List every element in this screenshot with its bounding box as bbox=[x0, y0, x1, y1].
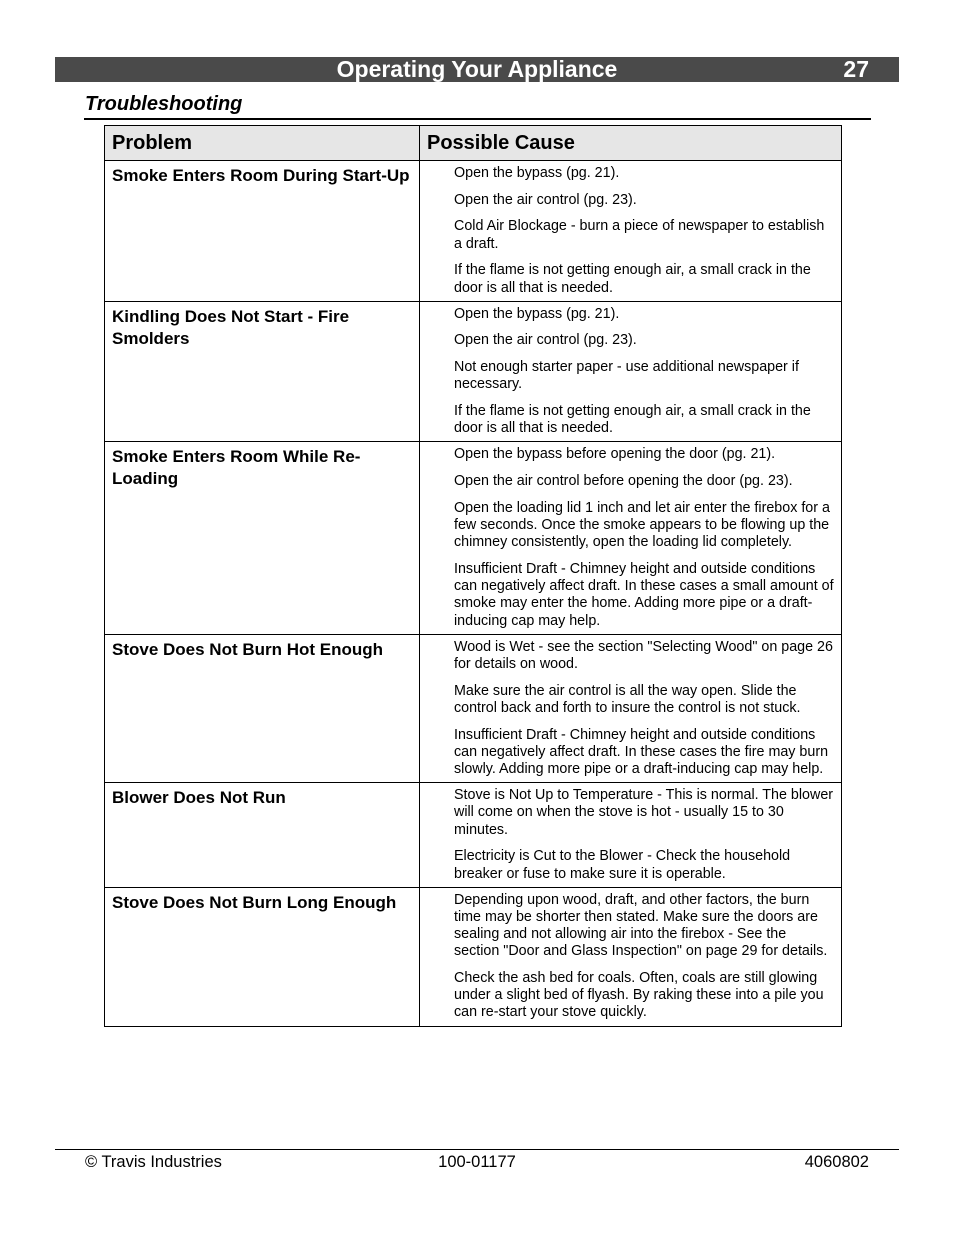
cause-item: If the flame is not getting enough air, a small crack in the door is all that is needed. bbox=[454, 403, 811, 437]
table-row bbox=[105, 442, 842, 634]
table-row bbox=[105, 161, 842, 302]
cause-item: Open the air control before opening the door (pg. 23). bbox=[454, 473, 793, 490]
cause-cell bbox=[420, 442, 842, 634]
troubleshooting-table bbox=[104, 125, 842, 1027]
cause-item: Stove is Not Up to Temperature - This is normal. The blower will come on when the stove is hot - usually 15 to 30 minutes. bbox=[454, 787, 834, 838]
cause-cell bbox=[420, 887, 842, 1026]
problem-cell: Smoke Enters Room During Start-Up bbox=[105, 161, 420, 302]
cause-item: Insufficient Draft - Chimney height and outside conditions can negatively affect draft. In these cases the fire may burn slowly. Adding more pipe or a draft-inducing cap may help. bbox=[454, 726, 829, 777]
footer-divider bbox=[55, 1149, 899, 1150]
cause-cell bbox=[420, 783, 842, 888]
cause-item: Wood is Wet - see the section "Selecting Wood" on page 26 for details on wood. bbox=[454, 638, 833, 672]
column-header-problem: Problem bbox=[105, 126, 420, 161]
cause-item: Open the air control (pg. 23). bbox=[454, 332, 637, 349]
page-header-bar bbox=[55, 57, 899, 82]
table-header-row bbox=[105, 126, 842, 161]
cause-item: If the flame is not getting enough air, a small crack in the door is all that is needed. bbox=[454, 262, 811, 296]
footer-copyright: © Travis Industries bbox=[85, 1153, 222, 1171]
cause-item: Insufficient Draft - Chimney height and outside conditions can negatively affect draft. In these cases a small amount of smoke may enter the home. Adding more pipe or a draft-inducing cap may help. bbox=[454, 560, 834, 629]
table-row bbox=[105, 634, 842, 782]
table-row bbox=[105, 887, 842, 1026]
page-number: 27 bbox=[843, 56, 869, 82]
cause-item: Electricity is Cut to the Blower - Check the household breaker or fuse to make sure it is operable. bbox=[454, 848, 791, 882]
cause-item: Cold Air Blockage - burn a piece of newspaper to establish a draft. bbox=[454, 218, 825, 252]
section-heading: Troubleshooting bbox=[85, 93, 243, 115]
problem-cell: Smoke Enters Room While Re-Loading bbox=[105, 442, 420, 634]
page-title: Operating Your Appliance bbox=[336, 56, 618, 82]
footer-document-number: 100-01177 bbox=[438, 1153, 516, 1171]
cause-item: Depending upon wood, draft, and other factors, the burn time may be shorter then stated. Make sure the doors are sealing and not allowing air into the firebox - See the section "Door and Glass Inspection" on page 29 for details. bbox=[454, 891, 828, 960]
cause-item: Open the bypass (pg. 21). bbox=[454, 305, 620, 322]
cause-item: Open the bypass before opening the door (pg. 21). bbox=[454, 446, 776, 463]
problem-cell: Stove Does Not Burn Long Enough bbox=[105, 887, 420, 1026]
cause-item: Open the bypass (pg. 21). bbox=[454, 165, 620, 181]
table-row bbox=[105, 301, 842, 442]
problem-cell: Stove Does Not Burn Hot Enough bbox=[105, 634, 420, 782]
table-row bbox=[105, 783, 842, 888]
cause-cell bbox=[420, 634, 842, 782]
cause-cell bbox=[420, 161, 842, 302]
cause-item: Not enough starter paper - use additional newspaper if necessary. bbox=[454, 359, 799, 393]
cause-item: Make sure the air control is all the way open. Slide the control back and forth to insure the control is not stuck. bbox=[454, 682, 801, 716]
footer-code: 4060802 bbox=[804, 1153, 869, 1171]
cause-cell bbox=[420, 301, 842, 442]
problem-cell: Blower Does Not Run bbox=[105, 783, 420, 888]
cause-item: Open the loading lid 1 inch and let air enter the firebox for a few seconds. Once the smoke appears to be flowing up the chimney consistently, open the loading lid completely. bbox=[454, 499, 830, 551]
column-header-possible-cause: Possible Cause bbox=[420, 126, 842, 161]
cause-item: Check the ash bed for coals. Often, coals are still glowing under a slight bed of flyash. By raking these into a pile you can re-start your stove quickly. bbox=[454, 970, 824, 1021]
section-divider bbox=[84, 118, 871, 120]
cause-item: Open the air control (pg. 23). bbox=[454, 191, 637, 208]
problem-cell: Kindling Does Not Start - Fire Smolders bbox=[105, 301, 420, 442]
